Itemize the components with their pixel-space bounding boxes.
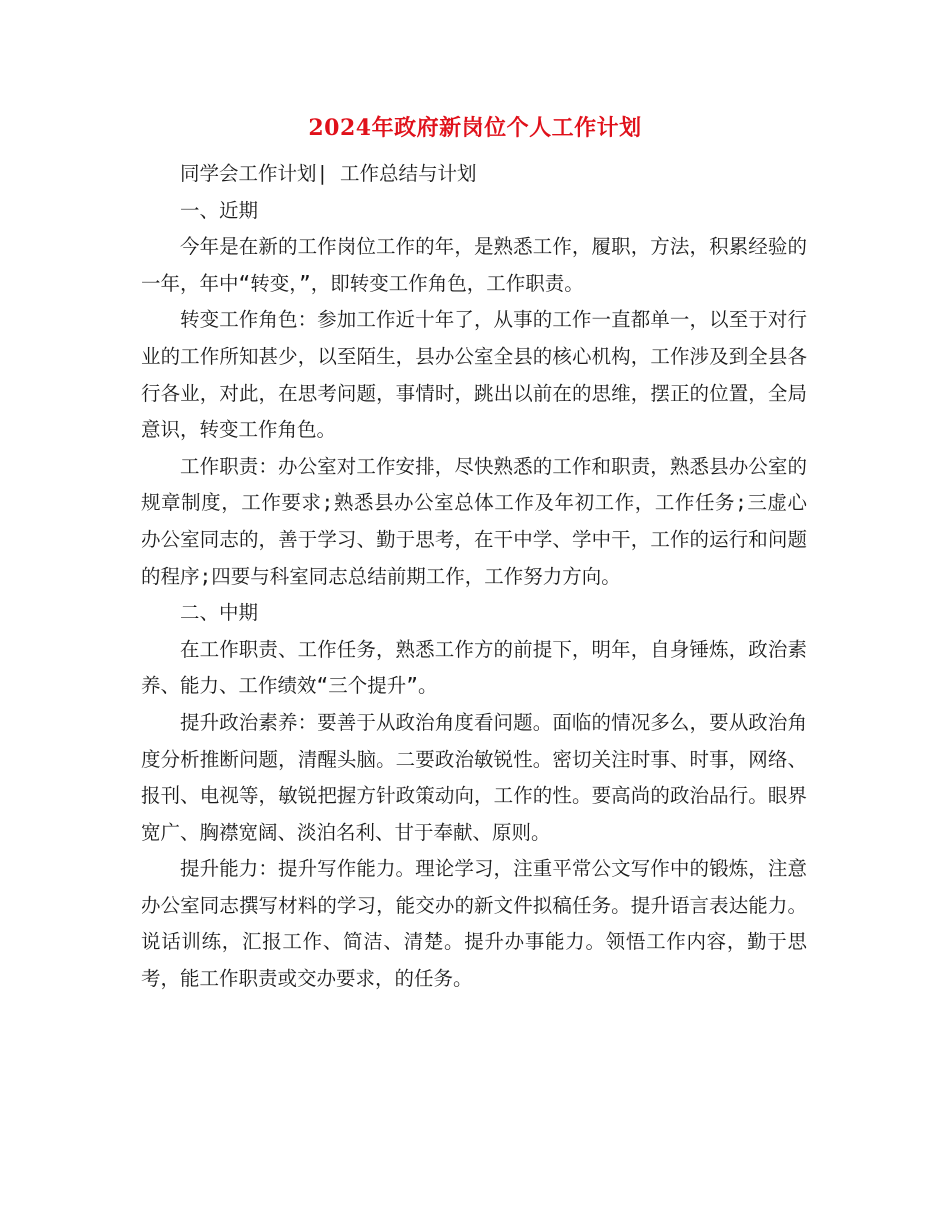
document-body — [141, 156, 807, 998]
paragraph: 提升能力：提升写作能力。理论学习，注重平常公文写作中的锻炼，注意办公室同志撰写材料的学习，能交办的新文件拟稿任务。提升语言表达能力。说话训练，汇报工作、简洁、清楚。提升办事能力。领悟工作内容，勤于思考，能工作职责或交办要求，的任务。 — [141, 857, 807, 991]
paragraph: 工作职责：办公室对工作安排，尽快熟悉的工作和职责，熟悉县办公室的规章制度，工作要求;熟悉县办公室总体工作及年初工作，工作任务;三虚心办公室同志的，善于学习、勤于思考，在干中学、学中干，工作的运行和问题的程序;四要与科室同志总结前期工作，工作努力方向。 — [141, 454, 807, 588]
paragraph: 转变工作角色：参加工作近十年了，从事的工作一直都单一，以至于对行业的工作所知甚少，以至陌生，县办公室全县的核心机构，工作涉及到全县各行各业，对此，在思考问题，事情时，跳出以前在的思维，摆正的位置，全局意识，转变工作角色。 — [141, 308, 807, 442]
section-heading-mid-term: 二、中期 — [180, 601, 259, 625]
paragraph: 提升政治素养：要善于从政治角度看问题。面临的情况多么，要从政治角度分析推断问题，清醒头脑。二要政治敏锐性。密切关注时事、时事，网络、报刊、电视等，敏锐把握方针政策动向，工作的性。要高尚的政治品行。眼界宽广、胸襟宽阔、淡泊名利、甘于奉献、原则。 — [141, 710, 807, 844]
paragraph: 在工作职责、工作任务，熟悉工作方的前提下，明年，自身锤炼，政治素养、能力、工作绩效“三个提升”。 — [141, 637, 807, 698]
paragraph-subtitle: 同学会工作计划| 工作总结与计划 — [180, 162, 477, 185]
paragraph: 今年是在新的工作岗位工作的年，是熟悉工作，履职，方法，积累经验的一年，年中“转变，”，即转变工作角色，工作职责。 — [141, 235, 807, 295]
document-title: 2024年政府新岗位个人工作计划 — [308, 115, 642, 141]
section-heading-near-term: 一、近期 — [180, 198, 259, 222]
